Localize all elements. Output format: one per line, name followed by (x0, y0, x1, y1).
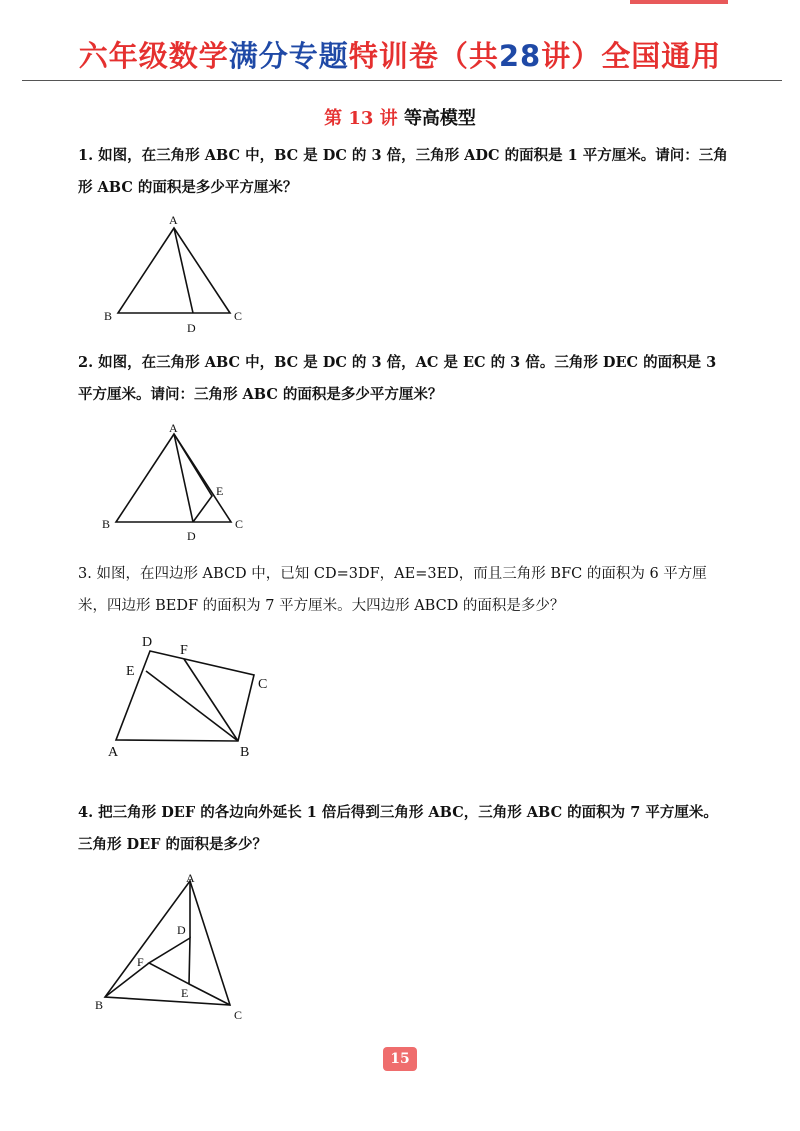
banner-part-5: 讲） (541, 39, 602, 73)
figure-3-segment-eb (146, 671, 238, 741)
figure-2-label-c: C (235, 517, 244, 531)
figure-4-label-f: F (137, 955, 144, 969)
figure-3-label-e: E (126, 664, 135, 679)
figure-3 (100, 630, 280, 760)
figure-4-label-e: E (181, 986, 189, 1000)
figure-3-label-f: F (180, 643, 188, 658)
lecture-topic: 等高模型 (403, 108, 476, 129)
lecture-heading (0, 104, 800, 130)
figure-1-triangle-abc (118, 228, 230, 313)
figure-1 (100, 212, 250, 337)
figure-2-triangle-abc (116, 434, 231, 522)
figure-4-label-a: A (186, 871, 195, 885)
page-number-badge: 15 (383, 1047, 417, 1071)
banner-part-1: 六年级数学 (78, 39, 229, 73)
top-accent-bar (630, 0, 728, 4)
question-2-text: 2. 如图，在三角形 ABC 中，BC 是 DC 的 3 倍，AC 是 EC 的 3 倍。三角形 DEC 的面积是 3 平方厘米。请问：三角形 ABC 的面积是多少平方厘米？ (78, 354, 717, 403)
question-3-text: 3. 如图，在四边形 ABCD 中，已知 CD=3DF，AE=3ED，而且三角形 BFC 的面积为 6 平方厘米，四边形 BEDF 的面积为 7 平方厘米。大四边形 ABCD 的面积是多少？ (78, 566, 707, 614)
page-banner-title (0, 36, 800, 76)
figure-4 (90, 868, 260, 1023)
question-4-text: 4. 把三角形 DEF 的各边向外延长 1 倍后得到三角形 ABC，三角形 ABC 的面积为 7 平方厘米。三角形 DEF 的面积是多少？ (78, 804, 718, 853)
lecture-number: 第 13 讲 (324, 108, 398, 129)
figure-4-label-d: D (177, 923, 186, 937)
figure-2-label-e: E (216, 484, 224, 498)
banner-part-3: 特训卷（共 (348, 39, 499, 73)
figure-4-label-c: C (234, 1008, 243, 1022)
banner-part-4: 28 (498, 39, 542, 73)
figure-1-label-b: B (104, 309, 113, 323)
figure-4-triangle-abc (105, 881, 230, 1005)
figure-1-label-d: D (187, 321, 196, 335)
figure-3-label-b: B (240, 745, 250, 760)
figure-2-label-a: A (169, 421, 178, 435)
figure-3-quadrilateral-abcd (116, 651, 254, 741)
figure-2-segments-de-ea (174, 434, 212, 522)
figure-3-label-d: D (142, 635, 153, 650)
figure-4-triangle-def (149, 938, 190, 984)
figure-3-label-c: C (258, 677, 268, 692)
figure-3-label-a: A (108, 745, 119, 760)
banner-part-6: 全国通用 (601, 39, 722, 73)
question-1-text: 1. 如图，在三角形 ABC 中，BC 是 DC 的 3 倍，三角形 ADC 的面积是 1 平方厘米。请问：三角形 ABC 的面积是多少平方厘米？ (78, 147, 728, 196)
figure-2 (100, 420, 255, 545)
figure-3-segment-fb (184, 659, 238, 741)
figure-2-label-d: D (187, 529, 196, 543)
figure-4-label-b: B (95, 998, 104, 1012)
banner-part-2: 满分专题 (228, 39, 349, 73)
figure-2-label-b: B (102, 517, 111, 531)
figure-1-segment-ad (174, 228, 193, 313)
figure-1-label-a: A (169, 213, 178, 227)
header-divider (22, 80, 782, 81)
figure-1-label-c: C (234, 309, 243, 323)
